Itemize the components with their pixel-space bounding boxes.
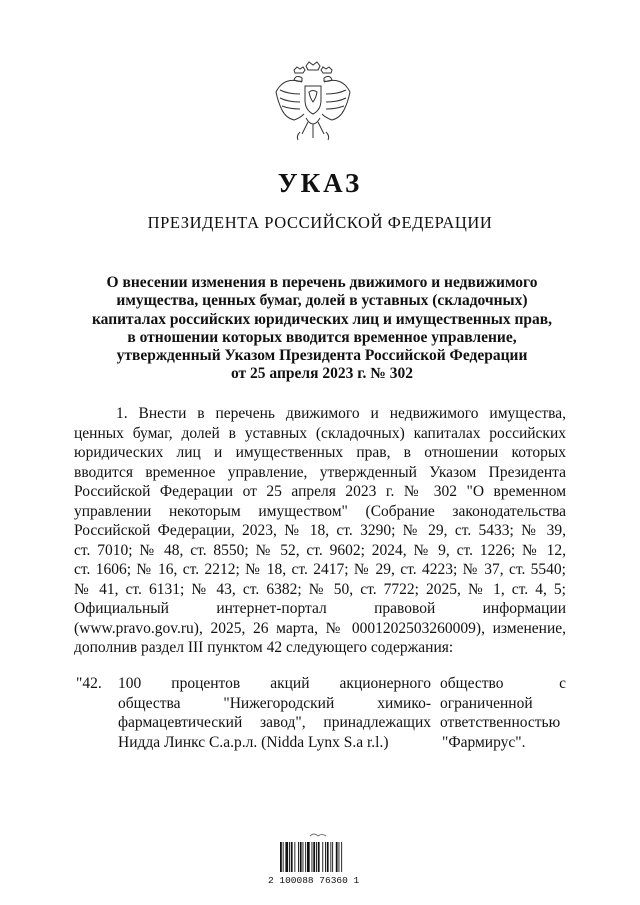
- barcode-bar: [300, 842, 302, 872]
- paragraph-line: вводится временное управление, утвержденный Указом Президента: [74, 463, 566, 481]
- barcode-bar: [305, 842, 306, 872]
- item-entity-line: ответственностью: [440, 714, 561, 731]
- paragraph-line: Официальный интернет-портал правовой информации: [74, 600, 566, 617]
- barcode-bar: [294, 842, 295, 872]
- paragraph-line: (www.pravo.gov.ru), 2025, 26 марта, № 0001202503260009), изменение,: [74, 619, 566, 637]
- item-description-line: 100 процентов акций акционерного: [118, 675, 431, 692]
- barcode-bar: [318, 842, 320, 872]
- barcode-bar: [327, 842, 329, 872]
- barcode-bar: [298, 842, 299, 872]
- heading-line: капиталах российских юридических лиц и имущественных прав,: [91, 310, 553, 328]
- document-title: УКАЗ: [277, 168, 363, 198]
- paragraph-line: ценных бумаг, долей в уставных (складочных) капиталах российских: [74, 424, 566, 442]
- barcode-bar: [291, 842, 293, 872]
- item-description-line: фармацевтический завод", принадлежащих: [118, 714, 431, 731]
- paragraph-line: юридических лиц и имущественных прав, в отношении которых: [74, 444, 566, 461]
- barcode-bar: [325, 842, 326, 872]
- paragraph-line: управлении некоторым имуществом" (Собрание законодательства: [74, 502, 566, 520]
- heading-line: от 25 апреля 2023 г. № 302: [231, 365, 413, 383]
- paragraph-line: ст. 1606; № 16, ст. 2212; № 18, ст. 2417; № 29, ст. 4223; № 37, ст. 5540;: [74, 561, 566, 578]
- heading-line: в отношении которых вводится временное управление,: [127, 328, 517, 346]
- item-entity: [440, 674, 566, 752]
- heading-line: имущества, ценных бумаг, долей в уставных (складочных): [116, 292, 528, 310]
- heading-line: О внесении изменения в перечень движимого и недвижимого: [106, 274, 538, 291]
- paragraph-line: Российской Федерации, 2023, № 18, ст. 3290; № 29, ст. 5433; № 39,: [74, 522, 566, 539]
- paragraph-line: 1. Внести в перечень движимого и недвижимого имущества,: [116, 405, 566, 422]
- barcode-bar: [307, 842, 310, 872]
- barcode-bar: [285, 842, 288, 872]
- barcode-bar: [280, 842, 282, 872]
- item-entity-line: общество с: [440, 675, 566, 692]
- barcode-bar: [322, 842, 323, 872]
- barcode-bar: [339, 842, 340, 872]
- paragraph-line: дополнив раздел III пунктом 42 следующего содержания:: [74, 639, 454, 656]
- coat-of-arms-icon: [272, 60, 354, 144]
- paragraph-line: ст. 7010; № 48, ст. 8550; № 52, ст. 9602; 2024, № 9, ст. 1226; № 12,: [74, 541, 566, 559]
- barcode-bar: [312, 842, 313, 872]
- barcode-bar: [313, 842, 315, 872]
- barcode-bar: [316, 842, 317, 872]
- barcode-bar: [303, 842, 304, 872]
- barcode-bar: [283, 842, 284, 872]
- barcode: [268, 832, 372, 886]
- barcode-bar: [336, 842, 338, 872]
- item-number: "42.: [76, 675, 102, 692]
- heading-line: утвержденный Указом Президента Российской Федерации: [116, 347, 528, 365]
- document-subtitle: ПРЕЗИДЕНТА РОССИЙСКОЙ ФЕДЕРАЦИИ: [147, 213, 493, 232]
- item-entity-line: ограниченной: [440, 694, 533, 712]
- barcode-bar: [341, 842, 342, 872]
- decree-paragraph: [74, 404, 566, 658]
- decree-heading: [82, 274, 562, 384]
- item-entity-line: "Фармирус".: [442, 733, 526, 751]
- barcode-bar: [289, 842, 290, 872]
- barcode-caption: 2 100088 76360 1: [268, 875, 360, 886]
- barcode-bars: [268, 832, 372, 874]
- barcode-bar: [332, 842, 333, 872]
- paragraph-line: № 41, ст. 6131; № 43, ст. 6382; № 50, ст. 7722; 2025, № 1, ст. 4, 5;: [74, 580, 566, 598]
- item-description-line: Нидда Линкс С.а.р.л. (Nidda Lynx S.a r.l.): [118, 733, 389, 751]
- paragraph-line: Российской Федерации от 25 апреля 2023 г. № 302 "О временном: [74, 483, 566, 500]
- item-description: [118, 674, 431, 752]
- item-description-line: общества "Нижегородский химико-: [118, 694, 431, 712]
- barcode-bar: [330, 842, 331, 872]
